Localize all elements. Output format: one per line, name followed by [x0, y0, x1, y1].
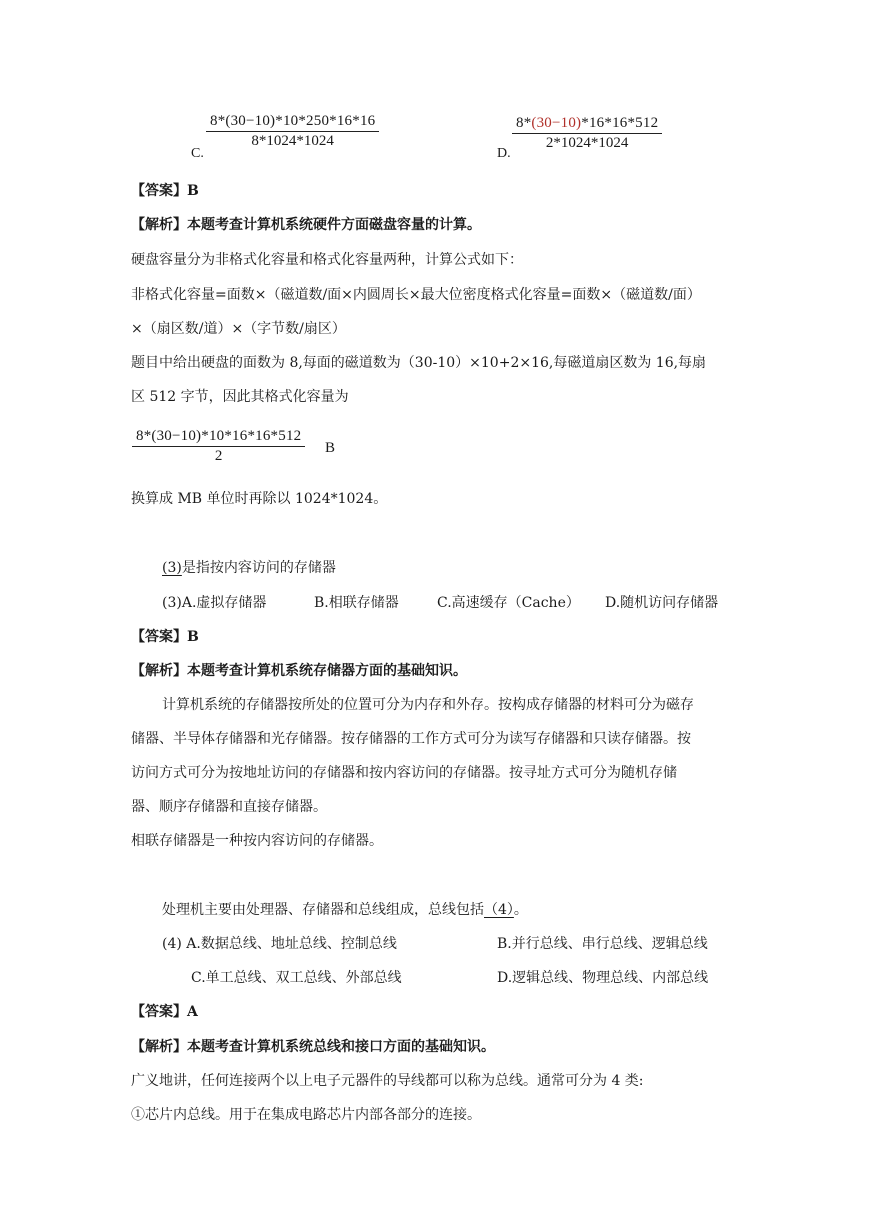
q2-answer: [131, 180, 199, 200]
option-c-numerator: 8*(30−10)*10*250*16*16: [206, 113, 379, 132]
q2-paragraph-3-line-1: 题目中给出硬盘的面数为 8,每面的磁道数为（30-10）×10+2×16,每磁道扇区数为 16,每扇: [131, 355, 707, 371]
option-d-num-pre: 8*: [516, 115, 532, 131]
q2-paragraph-1: 硬盘容量分为非格式化容量和格式化容量两种，计算公式如下：: [131, 252, 523, 268]
q2-paragraph-4: 换算成 MB 单位时再除以 1024*1024。: [131, 491, 388, 507]
q3-answer: [131, 626, 199, 646]
q4-option-c: C.单工总线、双工总线、外部总线: [191, 970, 402, 986]
q4-stem-end: 。: [513, 902, 528, 918]
q4-stem-text: 处理机主要由处理器、存储器和总线组成，总线包括: [162, 902, 484, 918]
q4-blank: （4）: [484, 902, 514, 918]
option-d-numerator: [512, 115, 662, 134]
q3-stem-text: 是指按内容访问的存储器: [181, 560, 336, 576]
q2-paragraph-2-line-1: 非格式化容量=面数×（磁道数/面×内圆周长×最大位密度格式化容量=面数×（磁道数/面）: [131, 287, 701, 303]
q4-analysis-heading: [131, 1036, 495, 1056]
answer-value: B: [187, 629, 199, 645]
analysis-tag: 【解析】: [131, 217, 187, 233]
option-d-num-red: (30−10): [531, 115, 582, 131]
option-d-formula: [512, 115, 662, 152]
q4-option-d: D.逻辑总线、物理总线、内部总线: [497, 970, 709, 986]
q3-options-prefix: (3): [162, 595, 182, 611]
q3-blank: (3): [162, 560, 182, 576]
q3-paragraph-2: 相联存储器是一种按内容访问的存储器。: [131, 833, 383, 849]
q3-analysis-heading: [131, 660, 467, 680]
q4-option-a: A.数据总线、地址总线、控制总线: [186, 936, 397, 952]
option-c-label: C.: [191, 146, 204, 161]
q4-paragraph-1: 广义地讲，任何连接两个以上电子元器件的导线都可以称为总线。通常可分为 4 类:: [131, 1073, 644, 1089]
answer-tag: 【答案】: [131, 629, 187, 645]
analysis-tag: 【解析】: [131, 663, 187, 679]
q3-stem: [162, 557, 336, 577]
q4-option-b: B.并行总线、串行总线、逻辑总线: [497, 936, 708, 952]
option-d-num-post: *16*16*512: [581, 115, 659, 131]
answer-tag: 【答案】: [131, 183, 187, 199]
capacity-formula-numerator: 8*(30−10)*10*16*16*512: [132, 428, 305, 447]
q4-options-prefix: (4): [162, 936, 182, 952]
option-d-denominator: 2*1024*1024: [545, 135, 629, 151]
q4-options-row-1: [162, 933, 397, 953]
analysis-title: 本题考查计算机系统硬件方面磁盘容量的计算。: [187, 217, 481, 233]
q2-paragraph-3-line-2: 区 512 字节，因此其格式化容量为: [131, 389, 349, 405]
capacity-formula: [132, 428, 305, 465]
q4-answer: [131, 1001, 198, 1021]
q3-option-b: B.相联存储器: [314, 595, 399, 611]
capacity-formula-denominator: 2: [214, 448, 223, 464]
q3-paragraph-1-line-1: 计算机系统的存储器按所处的位置可分为内存和外存。按构成存储器的材料可分为磁存: [162, 697, 694, 713]
q2-analysis-heading: [131, 214, 481, 234]
analysis-title: 本题考查计算机系统存储器方面的基础知识。: [187, 663, 467, 679]
q3-paragraph-1-line-3: 访问方式可分为按地址访问的存储器和按内容访问的存储器。按寻址方式可分为随机存储: [131, 765, 677, 781]
analysis-title: 本题考查计算机系统总线和接口方面的基础知识。: [187, 1039, 495, 1055]
answer-value: B: [187, 183, 199, 199]
answer-value: A: [187, 1004, 198, 1020]
q3-paragraph-1-line-4: 器、顺序存储器和直接存储器。: [131, 799, 327, 815]
q3-option-c: C.高速缓存（Cache）: [437, 595, 580, 611]
q3-option-a: A.虚拟存储器: [181, 595, 267, 611]
q3-options: [162, 592, 266, 612]
option-c-denominator: 8*1024*1024: [251, 133, 334, 149]
q4-stem: [162, 899, 528, 919]
analysis-tag: 【解析】: [131, 1039, 187, 1055]
answer-tag: 【答案】: [131, 1004, 187, 1020]
option-d-label: D.: [497, 146, 511, 161]
q3-option-d: D.随机访问存储器: [605, 595, 719, 611]
option-c-formula: [206, 113, 379, 150]
q4-paragraph-2: ①芯片内总线。用于在集成电路芯片内部各部分的连接。: [131, 1107, 481, 1123]
capacity-formula-unit: B: [325, 440, 336, 456]
q2-paragraph-2-line-2: ×（扇区数/道）×（字节数/扇区）: [131, 321, 346, 337]
q3-paragraph-1-line-2: 储器、半导体存储器和光存储器。按存储器的工作方式可分为读写存储器和只读存储器。按: [131, 731, 691, 747]
